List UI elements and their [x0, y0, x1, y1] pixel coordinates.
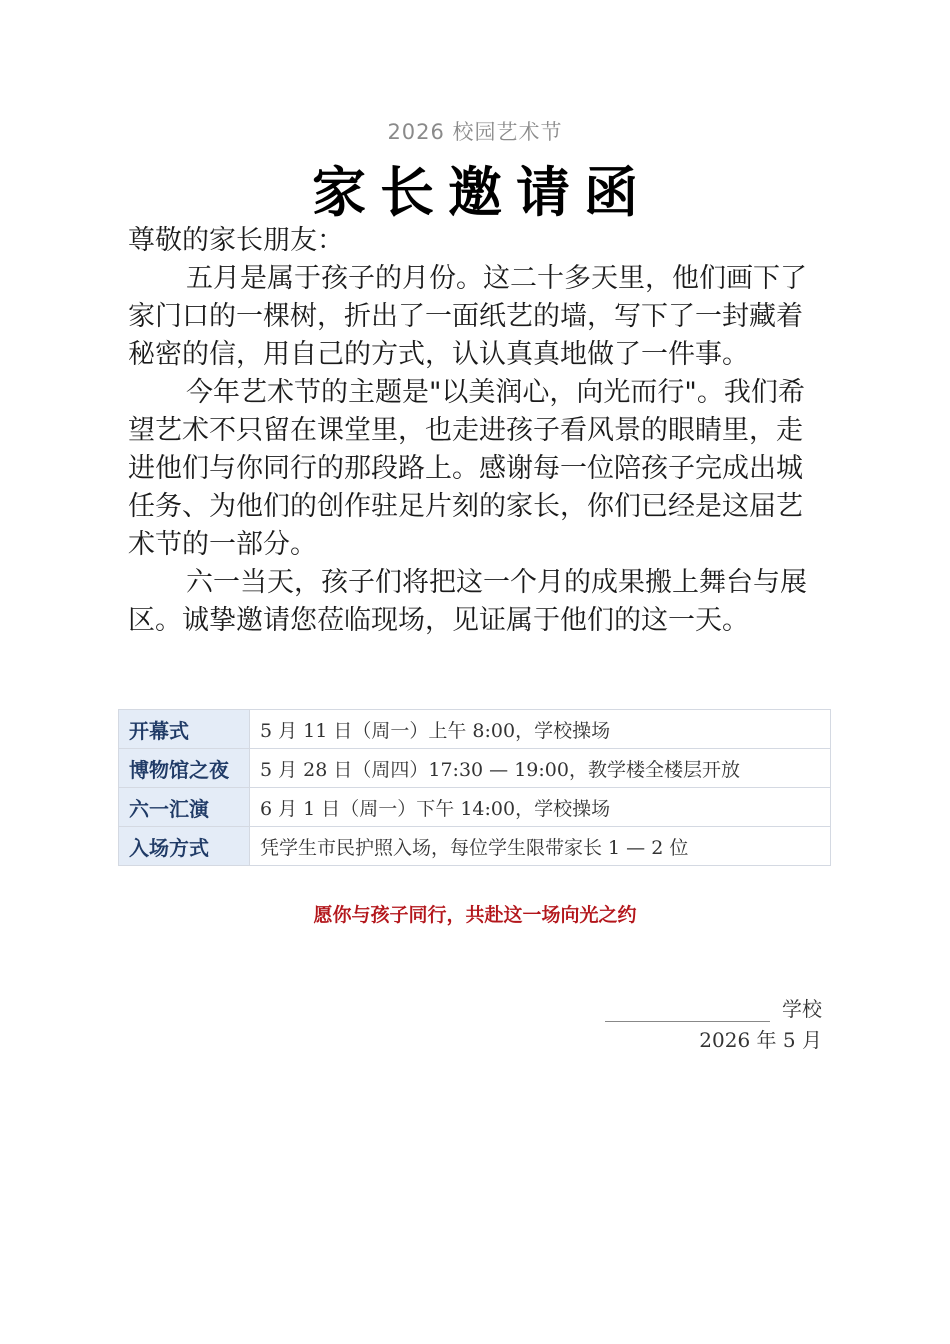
signature-block	[605, 994, 822, 1052]
schedule-label: 开幕式	[119, 710, 250, 749]
schedule-value: 5 月 11 日（周一）上午 8:00，学校操场	[250, 710, 831, 749]
event-subtitle: 2026 校园艺术节	[387, 120, 563, 144]
schedule-label: 六一汇演	[119, 788, 250, 827]
letter-paragraph: 今年艺术节的主题是"以美润心，向光而行"。我们希望艺术不只留在课堂里，也走进孩子看风景的眼睛里，走进他们与你同行的那段路上。感谢每一位陪孩子完成出城任务、为他们的创作驻足片刻的家长，你们已经是这届艺术节的一部分。	[128, 377, 805, 560]
closing-slogan: 愿你与孩子同行，共赴这一场向光之约	[313, 904, 637, 926]
table-row	[119, 788, 831, 827]
letter-paragraph: 五月是属于孩子的月份。这二十多天里，他们画下了家门口的一棵树，折出了一面纸艺的墙，写下了一封藏着秘密的信，用自己的方式，认认真真地做了一件事。	[128, 263, 807, 370]
schedule-table	[118, 709, 831, 866]
letter-greeting: 尊敬的家长朋友：	[128, 225, 344, 256]
table-row	[119, 710, 831, 749]
page-title: 家长邀请函	[312, 161, 652, 224]
table-row	[119, 827, 831, 866]
schedule-label: 入场方式	[119, 827, 250, 866]
school-suffix: 学校	[782, 997, 822, 1021]
schedule-label: 博物馆之夜	[119, 749, 250, 788]
schedule-value: 凭学生市民护照入场，每位学生限带家长 1 — 2 位	[250, 827, 831, 866]
schedule-value: 5 月 28 日（周四）17:30 — 19:00，教学楼全楼层开放	[250, 749, 831, 788]
schedule-value: 6 月 1 日（周一）下午 14:00，学校操场	[250, 788, 831, 827]
signature-date: 2026 年 5 月	[699, 1028, 822, 1052]
letter-paragraph: 六一当天，孩子们将把这一个月的成果搬上舞台与展区。诚挚邀请您莅临现场，见证属于他们的这一天。	[128, 567, 807, 636]
school-name-blank	[605, 999, 770, 1022]
table-row	[119, 749, 831, 788]
letter-body	[128, 222, 823, 640]
